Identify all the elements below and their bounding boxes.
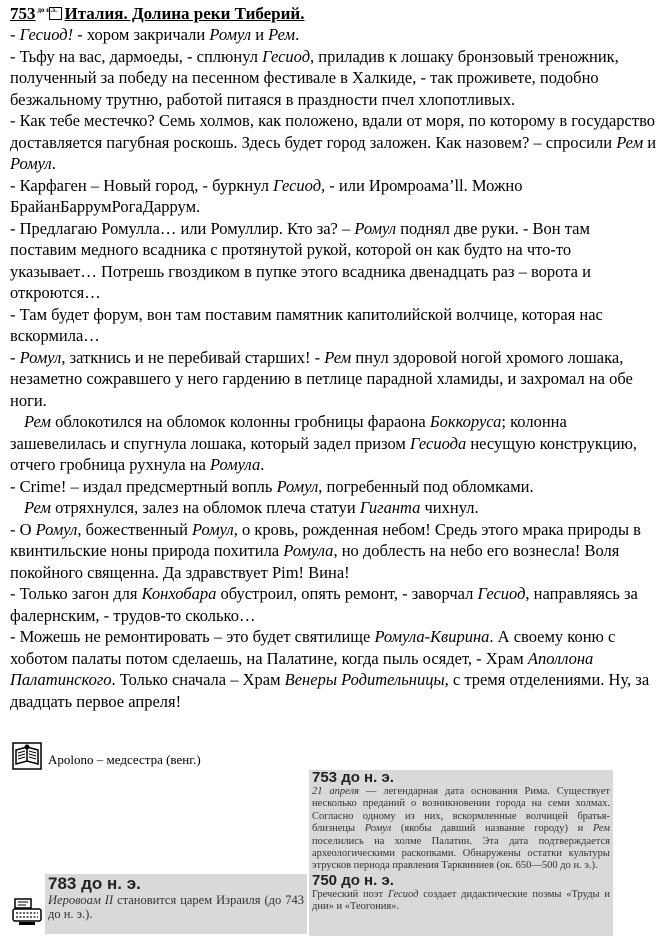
text-run: поднял две руки. - Вон там поставим медного всадника с протянутой рукой, которой он как будто на что-то указывает… Потрешь гвоздиком в пупке этого всадника двенадцать раз – ворота и откроются… [10, 218, 591, 302]
italic-name: Ромула-Квирина [374, 627, 490, 646]
text-run: - Предлагаю Ромулла… или Ромуллир. Кто за? – [10, 218, 355, 238]
italic-name: Ромул [35, 519, 78, 539]
text-run: - [10, 25, 20, 44]
clipping-date-783: 783 до н. э. [48, 874, 141, 893]
italic-name: Рем [24, 412, 51, 431]
clipping-date-750: 750 до н. э. [312, 871, 394, 889]
footnote-text: Apolono – медсестра (венг.) [48, 752, 201, 767]
italic-name: Рем [24, 498, 51, 517]
text-run: пнул здоровой ногой хромого лошака, незаметно сожравшего у него гардению в петлице парадной хламиды, и захромал на обе ноги. [10, 347, 633, 410]
story-text [10, 24, 658, 712]
text-run: с тремя отделениями. Ну, за двадцать первое апреля! [10, 670, 650, 711]
text-run: - [10, 347, 20, 367]
checkbox-icon [49, 7, 62, 20]
year-number: 753 [10, 4, 36, 23]
story-paragraph [10, 626, 658, 712]
text-run: - Там будет форум, вон там поставим памятник капитолийской волчице, которая нас вскормила… [10, 304, 603, 345]
document [10, 4, 658, 712]
book-reader-icon [12, 742, 42, 770]
italic-name: Ромул [19, 347, 62, 367]
text-run: , направляясь за фалернским, - трудов-то сколько… [10, 584, 638, 625]
text-run: . А своему коню с хоботом палаты потом сделаешь, на Палатине, когда пыль осядет, - Храм [10, 627, 616, 668]
story-paragraph [10, 304, 658, 347]
text-run: и [251, 25, 269, 44]
italic-name: Гесиод [477, 584, 526, 603]
italic-name: Ромул [209, 25, 252, 44]
italic-name: Иеровоам II [48, 893, 114, 907]
italic-name: Гиганта [359, 498, 421, 517]
text-run: . [260, 455, 265, 474]
clipping-text-753 [309, 786, 613, 873]
text-run: . [295, 25, 300, 44]
text-run: ; колонна зашевелилась и спугнула лошака, который задел призом [10, 412, 567, 453]
text-run: , погребенный под обломками. [318, 476, 534, 496]
text-run: отряхнулся, залез на обломок плеча статуи [50, 498, 360, 517]
text-run: несущую конструкцию, отчего гробница рухнула на [10, 433, 638, 474]
italic-name: Гесиода [410, 433, 467, 453]
story-paragraph [10, 24, 658, 46]
text-run: - хором закричали [73, 25, 210, 44]
text-run: чихнул. [420, 498, 479, 517]
entry-heading [10, 4, 658, 24]
italic-name: Ромул [276, 476, 319, 496]
story-paragraph [10, 519, 658, 584]
story-paragraph [10, 411, 658, 476]
text-run: (якобы давший название городу) и [391, 823, 593, 835]
italic-name: Гесиод, [273, 175, 326, 195]
text-run: - Тьфу на вас, дармоеды, - сплюнул [10, 46, 263, 66]
italic-name: Ромул [192, 519, 234, 539]
text-run: - О [10, 519, 36, 539]
text-run: Греческий поэт [312, 888, 388, 900]
text-run: облокотился на обломок колонны гробницы фараона [50, 412, 430, 431]
text-run: - или Иромроама’ll. Можно БрайанБаррумРогаДаррум. [10, 175, 523, 216]
italic-name: Конхобара [141, 584, 217, 603]
italic-name: 21 апреля [312, 786, 360, 797]
text-run: поселились на холме Палатин. Эта дата подтверждается археологическими раскопками. Обнаружены остатки культуры этрусков периода правления Тарквиниев (ок. 650—500 до н. э.). [312, 835, 610, 872]
italic-name: Ромул [354, 218, 397, 238]
italic-name: Рем [616, 132, 644, 152]
text-run: - Как тебе местечко? Семь холмов, как положено, вдали от моря, по которому в государство доставляется пагубная роскошь. Здесь будет город заложен. Как назовем? – спросили [10, 111, 655, 152]
typewriter-icon [12, 896, 42, 926]
italic-name: Рем [268, 25, 296, 44]
italic-name: Аполлона Палатинского [10, 648, 594, 689]
italic-name: Рем [592, 823, 610, 835]
story-paragraph [10, 175, 658, 218]
italic-name: Рем [324, 347, 352, 367]
italic-name: Ромул [364, 823, 392, 835]
italic-name: Ромул [10, 154, 52, 173]
text-run: . [51, 154, 56, 173]
italic-name: Ромула [283, 541, 334, 560]
clipping-date-753: 753 до н. э. [312, 769, 394, 786]
text-run: , приладив к лошаку бронзовый треножник, полученный за победу на песенном фестивале в Халкиде, - так проживете, подобно безжальному трутню, работой питаяся в праздности пчел хлопотливых. [10, 46, 619, 109]
text-run: , о кровь, рожденная небом! Средь этого мрака природы в квинтильские ноны природа похитила [10, 519, 641, 560]
text-run: - Только загон для [10, 584, 142, 603]
entry-title: Италия. Долина реки Тиберий. [64, 4, 305, 23]
story-paragraph [10, 218, 658, 304]
text-run: создает дидактические поэмы «Труды и дни» и «Теогония». [312, 888, 610, 913]
text-run: - Crime! – издал предсмертный вопль [10, 476, 277, 496]
story-paragraph [10, 46, 658, 111]
italic-name: Гесиод [387, 888, 419, 900]
footnote [12, 736, 201, 770]
text-run: , божественный [77, 519, 193, 539]
story-paragraph [10, 347, 658, 412]
era-superscript: до н.э. [37, 6, 57, 15]
italic-name: Венеры Родительницы, [284, 670, 449, 689]
text-run: обустроил, опять ремонт, - заворчал [216, 584, 478, 603]
italic-name: Ромула [210, 455, 261, 474]
chronology-clipping-753 [309, 770, 613, 936]
italic-name: Гесиод! [19, 25, 74, 44]
text-run: , заткнись и не перебивай старших! - [61, 347, 325, 367]
clipping-text-750 [309, 889, 613, 914]
text-run: , но доблесть на небо его вознесла! Воля покойного священна. Да здравствует Pim! Вина! [10, 541, 620, 582]
italic-name: Гесиод [262, 46, 311, 66]
text-run: становится царем Израиля (до 743 до н. э.). [48, 893, 304, 921]
story-paragraph [10, 110, 658, 175]
text-run: — легендарная дата основания Рима. Существует несколько преданий о возникновении города на семи холмах. Согласно одному из них, вскормленные волчицей братья-близнецы [312, 786, 610, 835]
story-paragraph [10, 583, 658, 626]
clipping-text-783 [45, 893, 307, 921]
text-run: и [643, 132, 657, 152]
text-run: . Только сначала – Храм [111, 670, 285, 689]
chronology-clipping-783 [45, 874, 307, 934]
story-paragraph [10, 476, 658, 498]
text-run: - Карфаген – Новый город, - буркнул [10, 175, 274, 195]
text-run: - Можешь не ремонтировать – это будет святилище [10, 627, 375, 646]
italic-name: Боккоруса [429, 412, 502, 431]
story-paragraph [10, 497, 658, 519]
